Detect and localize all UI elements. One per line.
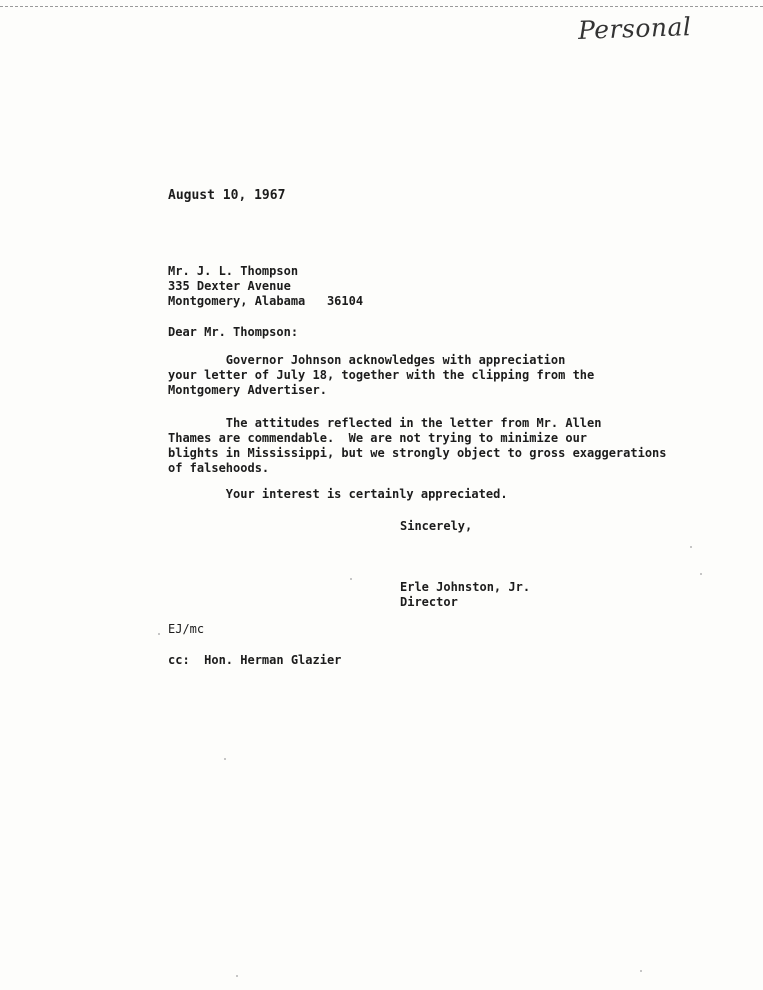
- paragraph-1-line: Governor Johnson acknowledges with appreciation: [168, 353, 566, 367]
- signature-block: [400, 580, 530, 610]
- paragraph-2-line: blights in Mississippi, but we strongly object to gross exaggerations: [168, 446, 667, 460]
- recipient-city: Montgomery, Alabama 36104: [168, 294, 364, 308]
- page-top-edge: [0, 0, 763, 7]
- scan-speck: [236, 975, 238, 977]
- typist-initials: EJ/mc: [168, 622, 205, 636]
- paragraph-1-line: your letter of July 18, together with the clipping from the: [168, 368, 595, 382]
- recipient-street: 335 Dexter Avenue: [168, 279, 291, 293]
- paragraph-1-line: Montgomery Advertiser.: [168, 383, 327, 397]
- handwritten-annotation: Personal: [577, 12, 692, 45]
- scan-speck: [158, 633, 160, 635]
- salutation: Dear Mr. Thompson:: [168, 325, 299, 339]
- paragraph-2-line: Thames are commendable. We are not trying to minimize our: [168, 431, 588, 445]
- paragraph-2-line: of falsehoods.: [168, 461, 270, 475]
- scan-speck: [224, 758, 226, 760]
- recipient-address: [168, 264, 363, 309]
- paragraph-2: [168, 416, 667, 476]
- closing: Sincerely,: [400, 519, 473, 533]
- signer-title: Director: [400, 595, 458, 609]
- scan-speck: [700, 573, 702, 575]
- signer-name: Erle Johnston, Jr.: [400, 580, 531, 594]
- scan-speck: [690, 546, 692, 548]
- recipient-name: Mr. J. L. Thompson: [168, 264, 299, 278]
- scan-speck: [640, 970, 642, 972]
- scan-speck: [350, 578, 352, 580]
- paragraph-2-line: The attitudes reflected in the letter from Mr. Allen: [168, 416, 602, 430]
- paragraph-3: Your interest is certainly appreciated.: [168, 487, 508, 501]
- letter-date: August 10, 1967: [168, 188, 286, 203]
- carbon-copy-line: cc: Hon. Herman Glazier: [168, 653, 342, 667]
- paragraph-1: [168, 353, 594, 398]
